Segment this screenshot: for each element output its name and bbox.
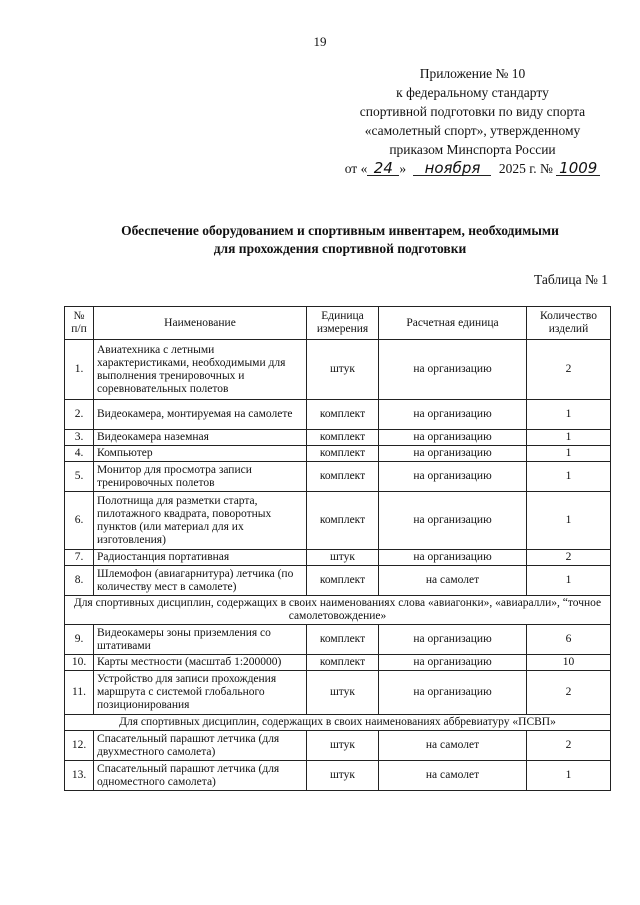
cell-qty: 2	[527, 340, 611, 400]
cell-calc: на организацию	[379, 340, 527, 400]
cell-calc: на организацию	[379, 400, 527, 430]
section-row	[65, 596, 611, 625]
cell-name: Компьютер	[94, 446, 307, 462]
table-row	[65, 492, 611, 550]
cell-qty: 2	[527, 671, 611, 715]
cell-num: 7.	[65, 550, 94, 566]
date-quote-close: »	[399, 161, 407, 176]
cell-num: 8.	[65, 566, 94, 596]
header-num: № п/п	[65, 307, 94, 340]
title-line: для прохождения спортивной подготовки	[213, 241, 467, 256]
table-row	[65, 462, 611, 492]
cell-num: 10.	[65, 655, 94, 671]
page-number: 19	[313, 34, 327, 49]
appendix-line: спортивной подготовки по виду спорта	[359, 104, 586, 119]
cell-unit: комплект	[307, 492, 379, 550]
cell-unit: комплект	[307, 655, 379, 671]
cell-name: Карты местности (масштаб 1:200000)	[94, 655, 307, 671]
cell-name: Полотнища для разметки старта, пилотажного квадрата, поворотных пунктов (или материал для их изготовления)	[94, 492, 307, 550]
handwritten-order-number: 1009	[556, 161, 600, 176]
cell-calc: на самолет	[379, 761, 527, 791]
section-label: Для спортивных дисциплин, содержащих в своих наименованиях слова «авиагонки», «авиаралли», “точное самолетовождение»	[65, 596, 611, 625]
cell-unit: штук	[307, 671, 379, 715]
appendix-line: к федеральному стандарту	[396, 85, 549, 100]
cell-num: 12.	[65, 731, 94, 761]
handwritten-month: ноября	[413, 161, 491, 176]
handwritten-day: 24	[367, 161, 399, 176]
cell-unit: комплект	[307, 625, 379, 655]
section-row	[65, 715, 611, 731]
cell-calc: на самолет	[379, 566, 527, 596]
cell-qty: 1	[527, 430, 611, 446]
table-row	[65, 625, 611, 655]
cell-calc: на организацию	[379, 655, 527, 671]
title-line: Обеспечение оборудованием и спортивным инвентарем, необходимыми	[121, 223, 559, 238]
cell-num: 5.	[65, 462, 94, 492]
cell-name: Шлемофон (авиагарнитура) летчика (по количеству мест в самолете)	[94, 566, 307, 596]
section-label: Для спортивных дисциплин, содержащих в своих наименованиях аббревиатуру «ПСВП»	[65, 715, 611, 731]
cell-qty: 1	[527, 761, 611, 791]
cell-qty: 2	[527, 731, 611, 761]
cell-name: Спасательный парашют летчика (для двухместного самолета)	[94, 731, 307, 761]
cell-unit: комплект	[307, 400, 379, 430]
cell-qty: 1	[527, 462, 611, 492]
cell-unit: штук	[307, 761, 379, 791]
cell-name: Спасательный парашют летчика (для одноместного самолета)	[94, 761, 307, 791]
cell-qty: 10	[527, 655, 611, 671]
header-qty: Количество изделий	[527, 307, 611, 340]
table-row	[65, 340, 611, 400]
cell-unit: комплект	[307, 462, 379, 492]
appendix-line: приказом Минспорта России	[389, 142, 556, 157]
cell-num: 4.	[65, 446, 94, 462]
table-row	[65, 566, 611, 596]
cell-qty: 6	[527, 625, 611, 655]
appendix-header	[330, 64, 615, 178]
cell-unit: комплект	[307, 446, 379, 462]
cell-num: 11.	[65, 671, 94, 715]
cell-name: Видеокамеры зоны приземления со штативами	[94, 625, 307, 655]
cell-num: 6.	[65, 492, 94, 550]
table-row	[65, 761, 611, 791]
table-row	[65, 446, 611, 462]
cell-num: 1.	[65, 340, 94, 400]
table-header-row	[65, 307, 611, 340]
cell-calc: на организацию	[379, 446, 527, 462]
cell-name: Устройство для записи прохождения маршрута с системой глобального позиционирования	[94, 671, 307, 715]
cell-qty: 1	[527, 566, 611, 596]
table-row	[65, 655, 611, 671]
cell-calc: на организацию	[379, 550, 527, 566]
appendix-line: «самолетный спорт», утвержденному	[364, 123, 581, 138]
cell-num: 9.	[65, 625, 94, 655]
document-title	[40, 222, 640, 258]
cell-num: 13.	[65, 761, 94, 791]
cell-name: Авиатехника с летными характеристиками, необходимыми для выполнения тренировочных и соревновательных полетов	[94, 340, 307, 400]
cell-unit: комплект	[307, 566, 379, 596]
table-row	[65, 731, 611, 761]
cell-name: Радиостанция портативная	[94, 550, 307, 566]
equipment-table	[64, 306, 611, 791]
table-row	[65, 400, 611, 430]
table-row	[65, 550, 611, 566]
cell-calc: на организацию	[379, 625, 527, 655]
cell-qty: 1	[527, 400, 611, 430]
table-caption: Таблица № 1	[534, 272, 608, 287]
cell-calc: на организацию	[379, 462, 527, 492]
cell-num: 3.	[65, 430, 94, 446]
cell-qty: 1	[527, 492, 611, 550]
cell-unit: штук	[307, 550, 379, 566]
date-prefix: от «	[344, 161, 368, 176]
table-row	[65, 430, 611, 446]
header-calc: Расчетная единица	[379, 307, 527, 340]
cell-calc: на самолет	[379, 731, 527, 761]
cell-unit: комплект	[307, 430, 379, 446]
cell-unit: штук	[307, 731, 379, 761]
cell-name: Видеокамера, монтируемая на самолете	[94, 400, 307, 430]
cell-qty: 1	[527, 446, 611, 462]
appendix-line: Приложение № 10	[419, 66, 526, 81]
header-name: Наименование	[94, 307, 307, 340]
table-row	[65, 671, 611, 715]
cell-calc: на организацию	[379, 492, 527, 550]
cell-name: Монитор для просмотра записи тренировочных полетов	[94, 462, 307, 492]
cell-calc: на организацию	[379, 430, 527, 446]
year-text: 2025 г. №	[498, 161, 553, 176]
order-date-line	[330, 159, 615, 178]
cell-qty: 2	[527, 550, 611, 566]
cell-calc: на организацию	[379, 671, 527, 715]
cell-num: 2.	[65, 400, 94, 430]
cell-unit: штук	[307, 340, 379, 400]
header-unit: Единица измерения	[307, 307, 379, 340]
cell-name: Видеокамера наземная	[94, 430, 307, 446]
